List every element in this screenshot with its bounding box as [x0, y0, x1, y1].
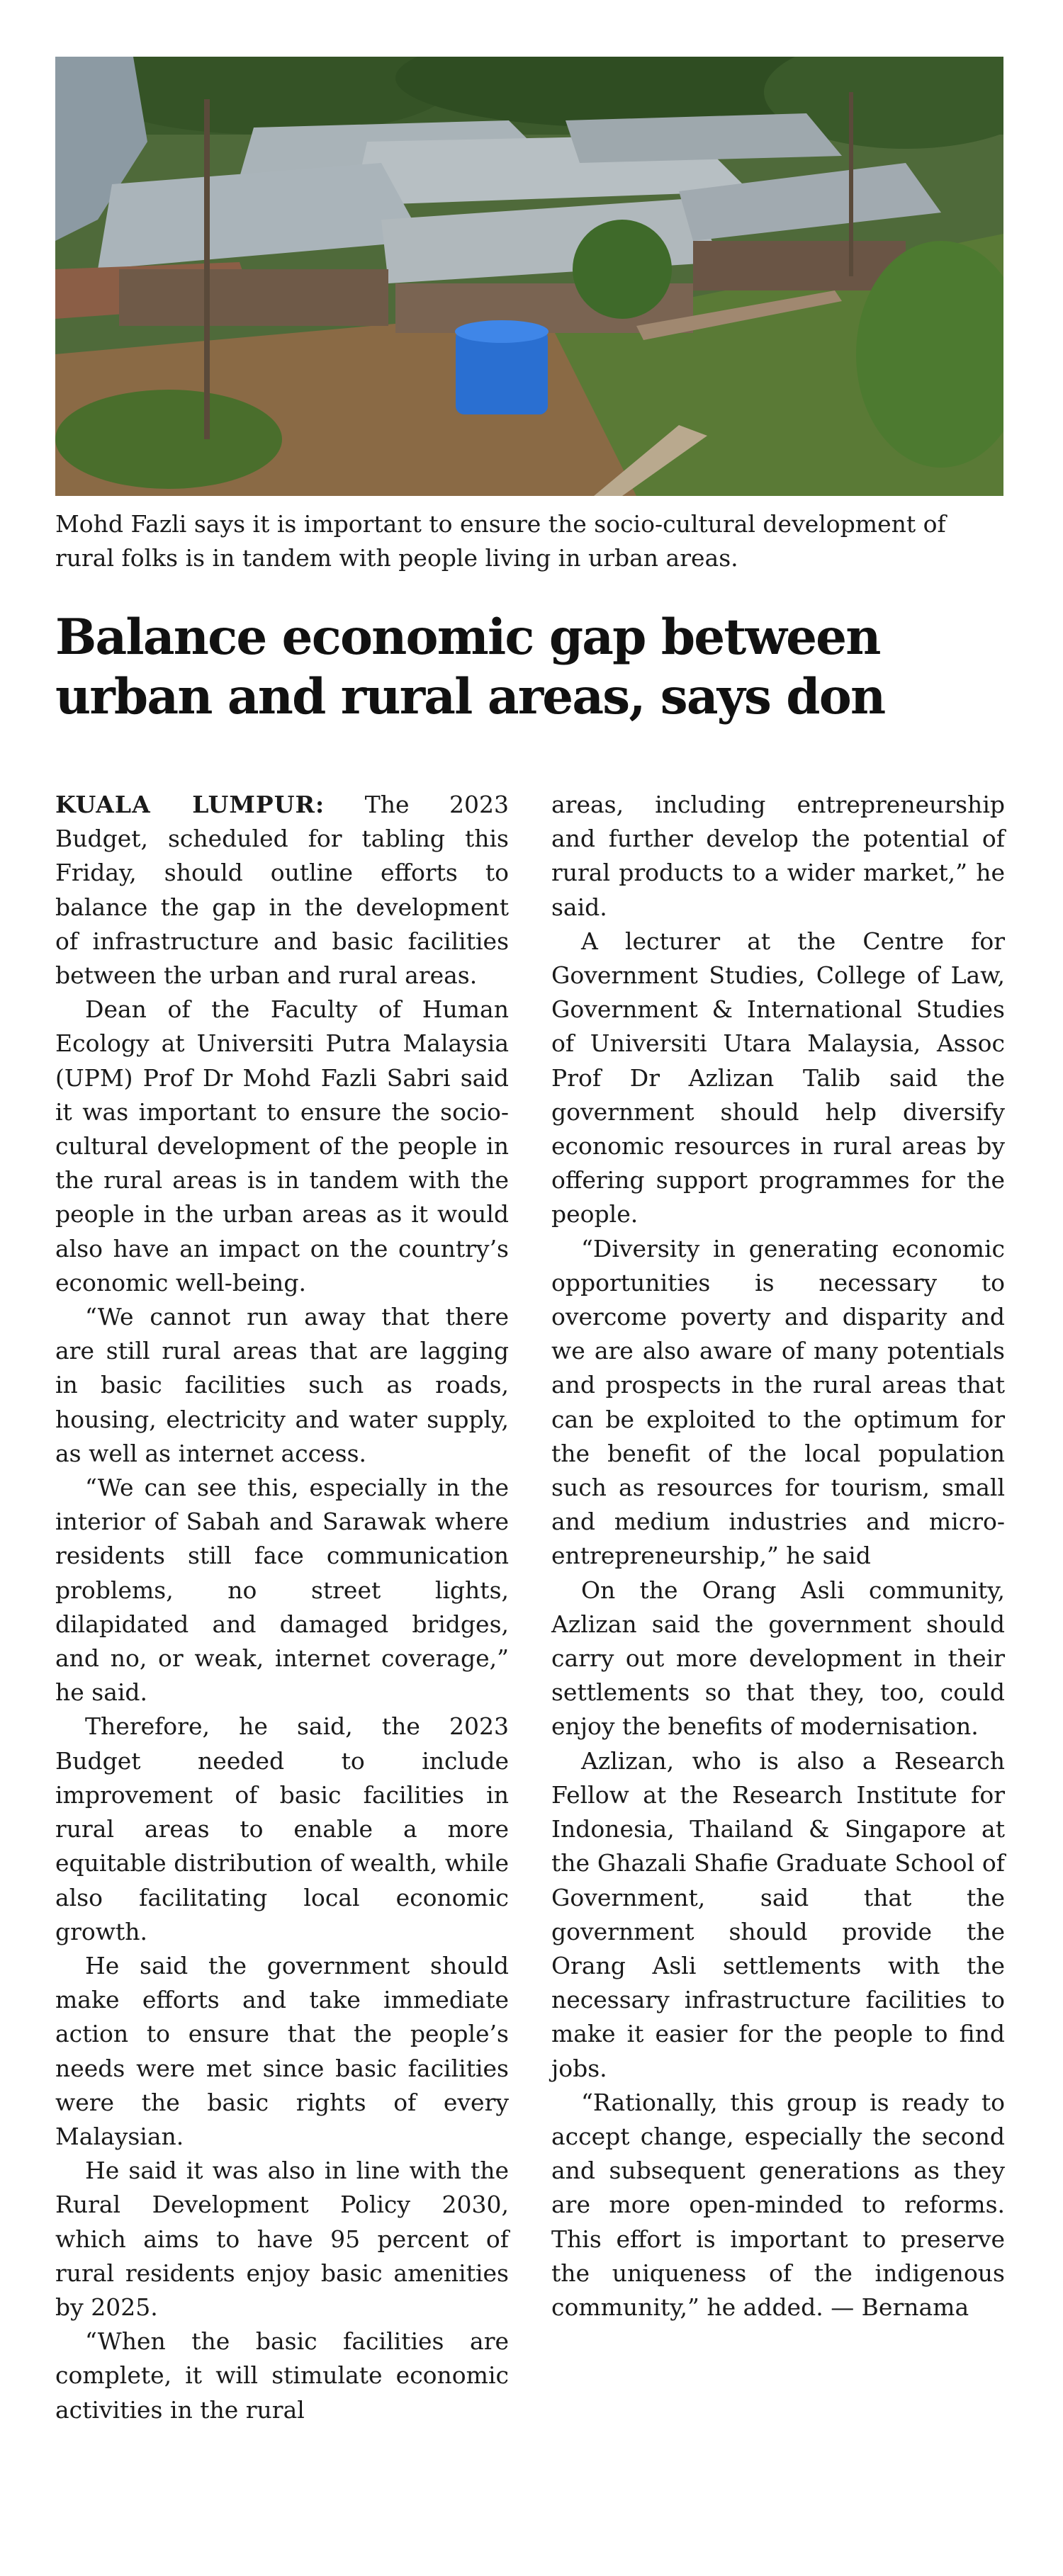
- article-paragraph: On the Orang Asli community, Azlizan said the government should carry out more development in their settlements so that they, too, could enjoy the benefits of modernisation.: [551, 1576, 1005, 1741]
- article-paragraph: “We cannot run away that there are still rural areas that are lagging in basic facilities such as roads, housing, electricity and water supply, as well as internet access.: [55, 1303, 509, 1467]
- article-paragraph: He said it was also in line with the Rural Development Policy 2030, which aims to have 95 percent of rural residents enjoy basic amenities by 2025.: [55, 2157, 509, 2321]
- article-paragraph: Azlizan, who is also a Research Fellow at the Research Institute for Indonesia, Thailand & Singapore at the Ghazali Shafie Graduate School of Government, said that the government should provide the Orang Asli settlements with the necessary infrastructure facilities to make it easier for the people to find jobs.: [551, 1746, 1005, 2082]
- article-column-right: [551, 788, 1005, 2324]
- article-paragraph: KUALA LUMPUR: The 2023 Budget, scheduled for tabling this Friday, should outline efforts to balance the gap in the development of infrastructure and basic facilities between the urban and rural areas.: [55, 791, 510, 990]
- article-photo: [55, 57, 1003, 496]
- article-column-left: [55, 788, 509, 2427]
- article-paragraph: A lecturer at the Centre for Government Studies, College of Law, Government & International Studies of Universiti Utara Malaysia, Assoc Prof Dr Azlizan Talib said the government should help diversify economic resources in rural areas by offering support programmes for the people.: [551, 927, 1005, 1228]
- dateline: KUALA LUMPUR:: [55, 791, 325, 818]
- article-paragraph: He said the government should make efforts and take immediate action to ensure that the people’s needs were met since basic facilities were the basic rights of every Malaysian.: [55, 1951, 509, 2150]
- article-paragraph: Therefore, he said, the 2023 Budget needed to include improvement of basic facilities in rural areas to enable a more equitable distribution of wealth, while also facilitating local economic growth.: [55, 1712, 509, 1945]
- article-paragraph: “We can see this, especially in the interior of Sabah and Sarawak where residents still face communication problems, no street lights, dilapidated and damaged bridges, and no, or weak, internet coverage,” he said.: [55, 1474, 509, 1707]
- article-paragraph: “When the basic facilities are complete, it will stimulate economic activities in the rural: [55, 2327, 509, 2424]
- article-paragraph: “Rationally, this group is ready to accept change, especially the second and subsequent generations as they are more open-minded to reforms. This effort is important to preserve the uniqueness of the indigenous community,” he added. — Bernama: [551, 2088, 1005, 2321]
- article-paragraph: areas, including entrepreneurship and further develop the potential of rural products to a wider market,” he said.: [551, 791, 1005, 921]
- article-paragraph: Dean of the Faculty of Human Ecology at Universiti Putra Malaysia (UPM) Prof Dr Mohd Fazli Sabri said it was important to ensure the socio-cultural development of the people in the rural areas is in tandem with the people in the urban areas as it would also have an impact on the country’s economic well-being.: [55, 995, 509, 1297]
- article-headline: Balance economic gap between urban and rural areas, says don: [55, 609, 885, 725]
- rural-settlement-photo: [55, 57, 1003, 496]
- article-paragraph: “Diversity in generating economic opportunities is necessary to overcome poverty and disparity and we are also aware of many potentials and prospects in the rural areas that can be exploited to the optimum for the benefit of the local population such as resources for tourism, small and medium industries and micro-entrepreneurship,” he said: [551, 1234, 1005, 1570]
- photo-caption: Mohd Fazli says it is important to ensure the socio-cultural development of rural folks is in tandem with people living in urban areas.: [55, 510, 946, 572]
